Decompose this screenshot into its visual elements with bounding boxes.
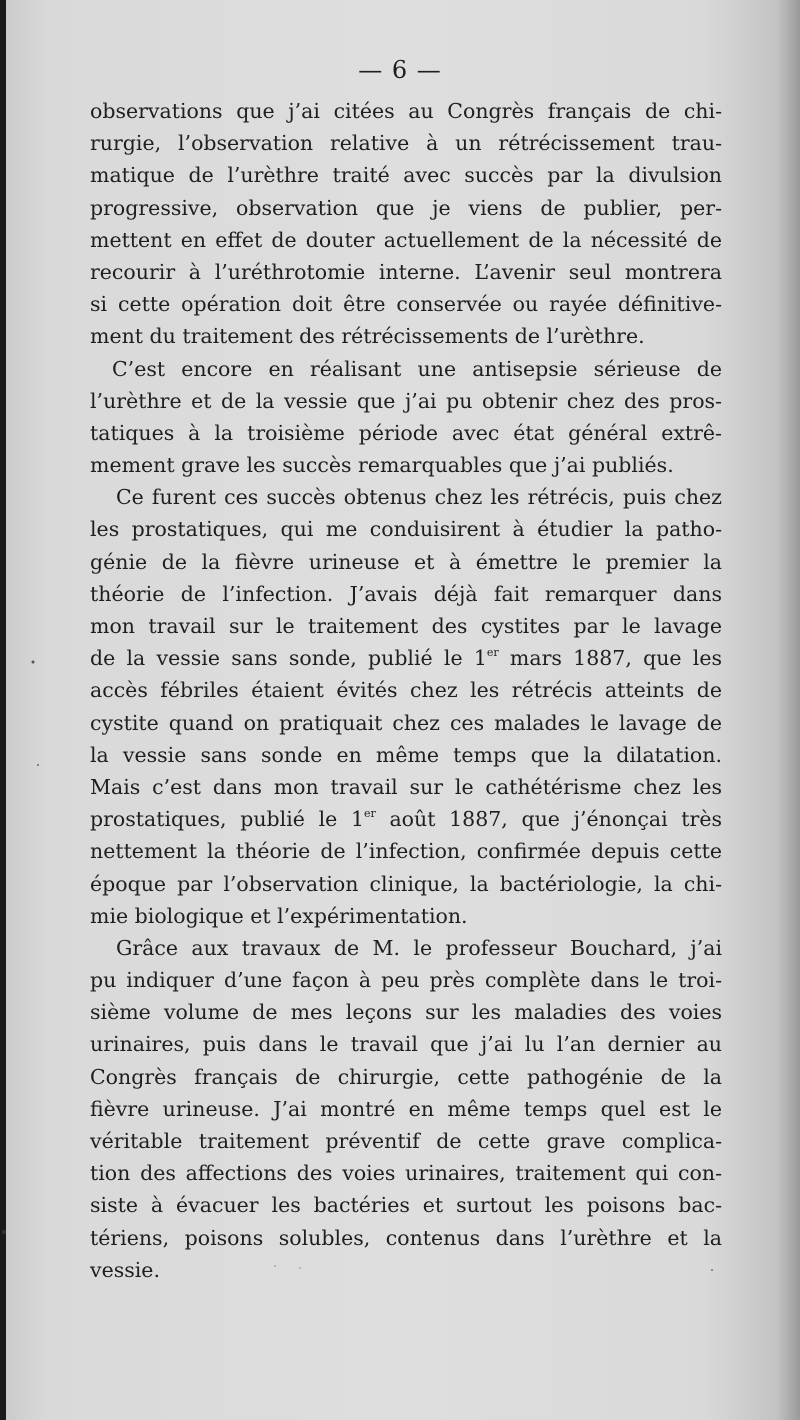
text-line: matique de l’urèthre traité avec succès par la divulsion: [90, 163, 722, 188]
text-line: C’est encore en réalisant une antisepsie sérieuse de: [112, 356, 722, 381]
text-line: recourir à l’uréthrotomie interne. L’avenir seul montrera: [90, 259, 722, 284]
text-line: si cette opération doit être conservée ou rayée définitive-: [90, 292, 722, 317]
text-line: observations que j’ai citées au Congrès français de chi-: [90, 99, 722, 123]
text-line: mettent en effet de douter actuellement de la nécessité de: [90, 227, 722, 252]
text-line: nettement la théorie de l’infection, confirmée depuis cette: [90, 839, 722, 864]
text-line: mement grave les succès remarquables que j’ai publiés.: [90, 453, 674, 478]
text-line: Ce furent ces succès obtenus chez les rétrécis, puis chez: [116, 485, 722, 510]
text-line: ment du traitement des rétrécissements de l’urèthre.: [90, 324, 645, 349]
text-line: prostatiques, publié le 1er août 1887, que j’énonçai très: [90, 807, 722, 832]
text-line: urinaires, puis dans le travail que j’ai lu l’an dernier au: [90, 1032, 722, 1057]
ordinal-superscript: er: [486, 646, 499, 660]
text-line: Congrès français de chirurgie, cette pathogénie de la: [90, 1064, 722, 1089]
text-line: siste à évacuer les bactéries et surtout les poisons bac-: [90, 1193, 722, 1218]
page-number: — 6 —: [358, 56, 442, 84]
text-line: mon travail sur le traitement des cystites par le lavage: [90, 614, 722, 638]
text-line: véritable traitement préventif de cette grave complica-: [90, 1129, 722, 1153]
text-line: mie biologique et l’expérimentation.: [90, 903, 468, 928]
text-line: tatiques à la troisième période avec état général extrê-: [90, 420, 722, 445]
text-line: sième volume de mes leçons sur les maladies des voies: [90, 1000, 722, 1025]
text-line: cystite quand on pratiquait chez ces malades le lavage de: [90, 710, 722, 735]
text-line: génie de la fièvre urineuse et à émettre le premier la: [90, 549, 722, 574]
text-line: époque par l’observation clinique, la bactériologie, la chi-: [90, 871, 722, 896]
text-line: la vessie sans sonde en même temps que la dilatation.: [90, 742, 722, 767]
text-line: tériens, poisons solubles, contenus dans l’urèthre et la: [90, 1225, 722, 1250]
text-line: de la vessie sans sonde, publié le 1er mars 1887, que les: [90, 646, 722, 671]
text-line: les prostatiques, qui me conduisirent à étudier la patho-: [90, 517, 722, 542]
body-text: [90, 95, 722, 1286]
text-line: pu indiquer d’une façon à peu près complète dans le troi-: [90, 968, 722, 993]
text-line: fièvre urineuse. J’ai montré en même temps quel est le: [90, 1096, 722, 1121]
ordinal-superscript: er: [363, 807, 376, 821]
text-line: Mais c’est dans mon travail sur le cathétérisme chez les: [90, 774, 722, 799]
text-line: vessie.: [90, 1257, 160, 1282]
text-line: rurgie, l’observation relative à un rétrécissement trau-: [90, 131, 722, 156]
text-line: théorie de l’infection. J’avais déjà fait remarquer dans: [90, 581, 722, 606]
text-line: progressive, observation que je viens de publier, per-: [90, 195, 722, 220]
text-line: accès fébriles étaient évités chez les rétrécis atteints de: [90, 678, 722, 703]
text-line: Grâce aux travaux de M. le professeur Bouchard, j’ai: [116, 935, 722, 960]
text-line: l’urèthre et de la vessie que j’ai pu obtenir chez des pros-: [90, 388, 722, 413]
text-line: tion des affections des voies urinaires, traitement qui con-: [90, 1161, 722, 1186]
